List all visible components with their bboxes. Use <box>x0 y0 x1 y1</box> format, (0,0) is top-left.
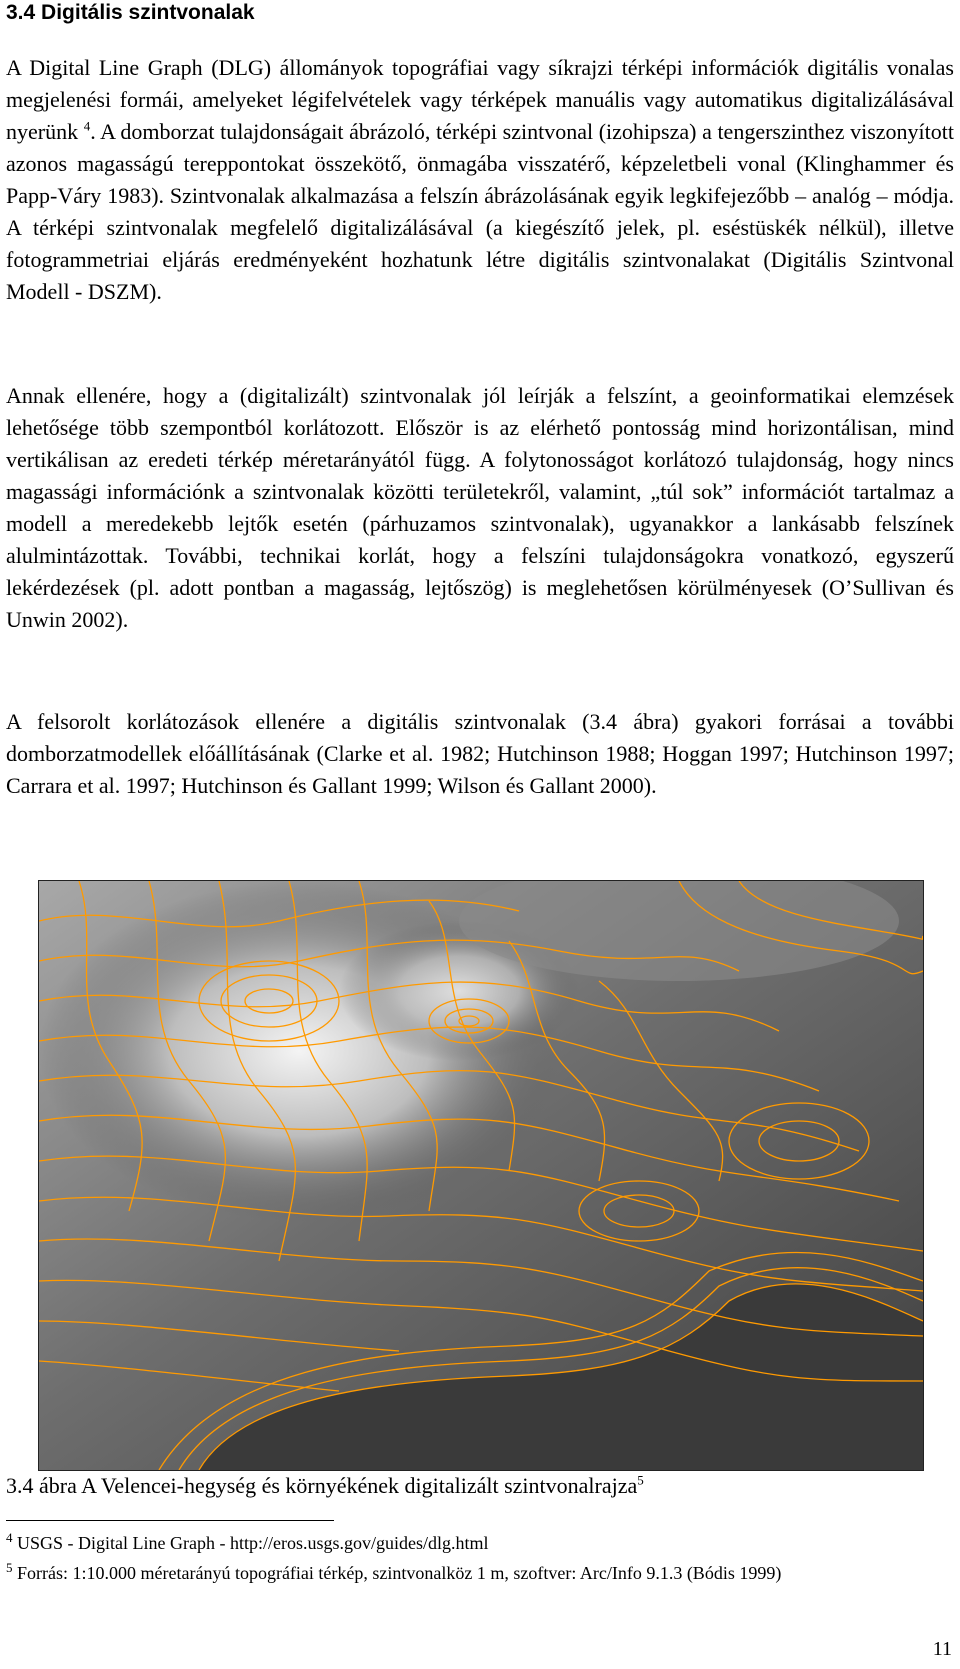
section-heading: 3.4 Digitális szintvonalak <box>6 1 255 24</box>
figure-caption <box>6 1472 644 1500</box>
footnote-4-mark: 4 <box>6 1530 13 1545</box>
footnote-5-mark: 5 <box>6 1560 13 1575</box>
paragraph-1-text-b: . A domborzat tulajdonságait ábrázoló, térképi szintvonal (izohipsza) a tengerszinthez viszonyított azonos magasságú tereppontokat összekötő, önmagába visszatérő, képzeletbeli vonal (Klinghammer és Papp-Váry 1983). Szintvonalak alkalmazása a felszín ábrázolásának egyik legkifejezőbb – analóg – módja. A térképi szintvonalak megfelelő digitalizálásával (a kiegészítő jelek, pl. eséstüskék nélkül), illetve fotogrammetriai eljárás eredményeként hozhatunk létre digitális szintvonalakat (Digitális Szintvonal Modell - DSZM). <box>6 119 954 304</box>
paragraph-2: Annak ellenére, hogy a (digitalizált) szintvonalak jól leírják a felszínt, a geoinformatikai elemzések lehetősége több szempontból korlátozott. Először is az elérhető pontosság mind horizontálisan, mind vertikálisan az eredeti térkép méretarányától függ. A folytonosságot korlátozó tulajdonság, hogy nincs magassági információnk a szintvonalak közötti területekről, valamint, „túl sok” információt tartalmaz a modell a meredekebb lejtők esetén (párhuzamos szintvonalak), ugyanakkor a lankásabb felszínek alulmintázottak. További, technikai korlát, hogy a felszíni tulajdonságokra vonatkozó, egyszerű lekérdezések (pl. adott pontban a magasság, lejtőszög) is meglehetősen körülményesek (O’Sullivan és Unwin 2002). <box>6 383 954 632</box>
footnote-4-text: USGS - Digital Line Graph - http://eros.usgs.gov/guides/dlg.html <box>17 1533 489 1553</box>
paragraph-1 <box>6 52 954 308</box>
figure-caption-text: 3.4 ábra A Velencei-hegység és környékének digitalizált szintvonalrajza <box>6 1473 638 1498</box>
contour-map-figure <box>38 880 924 1471</box>
page-number: 11 <box>932 1638 952 1660</box>
footnote-5-text: Forrás: 1:10.000 méretarányú topográfiai térkép, szintvonalköz 1 m, szoftver: Arc/Info 9.1.3 (Bódis 1999) <box>17 1563 782 1583</box>
footnote-4 <box>6 1532 488 1554</box>
paragraph-3: A felsorolt korlátozások ellenére a digitális szintvonalak (3.4 ábra) gyakori forrásai a további domborzatmodellek előállításának (Clarke et al. 1982; Hutchinson 1988; Hoggan 1997; Hutchinson 1997; Carrara et al. 1997; Hutchinson és Gallant 1999; Wilson és Gallant 2000). <box>6 709 954 798</box>
contour-map-image <box>39 881 923 1470</box>
footnote-5 <box>6 1562 781 1584</box>
footnote-ref-4: 4 <box>83 118 91 134</box>
footnote-ref-5: 5 <box>637 1472 644 1488</box>
paragraph-1-text-a: A Digital Line Graph (DLG) állományok topográfiai vagy síkrajzi térképi információk digitális vonalas megjelenési formái, amelyeket légifelvételek vagy térképek manuális vagy automatikus digitalizálásával nyerünk <box>6 55 954 144</box>
footnote-separator <box>6 1520 334 1521</box>
